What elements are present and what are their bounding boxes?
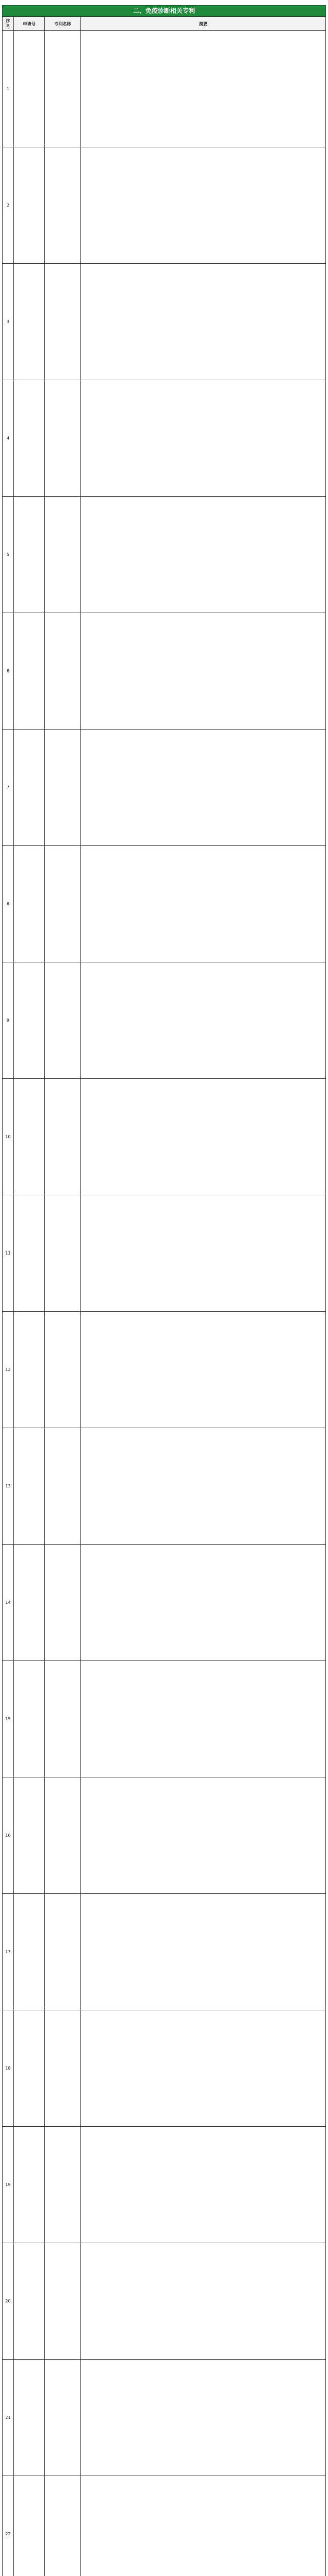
patent-name: [45, 2476, 81, 2576]
table-row: [3, 380, 326, 497]
patent-name: [45, 1545, 81, 1661]
application-number: [14, 1545, 45, 1661]
patent-abstract: [81, 730, 326, 846]
application-number: [14, 962, 45, 1079]
table-row: [3, 2243, 326, 2360]
patent-abstract: [81, 2127, 326, 2243]
table-row: [3, 31, 326, 147]
table-row: [3, 1894, 326, 2010]
row-number: 18: [3, 2010, 14, 2127]
patent-name: [45, 1777, 81, 1894]
patent-abstract: [81, 147, 326, 264]
row-number: 9: [3, 962, 14, 1079]
application-number: [14, 1777, 45, 1894]
row-number: 8: [3, 846, 14, 962]
row-number: 6: [3, 613, 14, 730]
header-abstract: 摘要: [81, 17, 326, 31]
patent-abstract: [81, 1661, 326, 1777]
patent-table: [2, 16, 326, 2576]
patent-name: [45, 962, 81, 1079]
row-number: 3: [3, 264, 14, 380]
application-number: [14, 846, 45, 962]
application-number: [14, 1195, 45, 1312]
application-number: [14, 2243, 45, 2360]
application-number: [14, 2127, 45, 2243]
patent-abstract: [81, 613, 326, 730]
patent-name: [45, 1312, 81, 1428]
patent-abstract: [81, 497, 326, 613]
application-number: [14, 497, 45, 613]
patent-name: [45, 1428, 81, 1545]
patent-name: [45, 846, 81, 962]
patent-name: [45, 1195, 81, 1312]
patent-name: [45, 1079, 81, 1195]
header-no: 序号: [3, 17, 14, 31]
application-number: [14, 730, 45, 846]
application-number: [14, 1312, 45, 1428]
row-number: 2: [3, 147, 14, 264]
application-number: [14, 1079, 45, 1195]
patent-name: [45, 147, 81, 264]
table-row: [3, 2360, 326, 2476]
table-row: [3, 1079, 326, 1195]
patent-name: [45, 2243, 81, 2360]
row-number: 17: [3, 1894, 14, 2010]
table-body: [3, 31, 326, 2576]
patent-abstract: [81, 380, 326, 497]
patent-abstract: [81, 264, 326, 380]
row-number: 16: [3, 1777, 14, 1894]
table-row: [3, 147, 326, 264]
row-number: 13: [3, 1428, 14, 1545]
table-row: [3, 2010, 326, 2127]
patent-name: [45, 730, 81, 846]
table-row: [3, 846, 326, 962]
row-number: 7: [3, 730, 14, 846]
patent-name: [45, 1894, 81, 2010]
patent-name: [45, 2127, 81, 2243]
table-row: [3, 962, 326, 1079]
application-number: [14, 1428, 45, 1545]
application-number: [14, 2360, 45, 2476]
row-number: 4: [3, 380, 14, 497]
patent-name: [45, 613, 81, 730]
table-row: [3, 1312, 326, 1428]
row-number: 20: [3, 2243, 14, 2360]
patent-abstract: [81, 2243, 326, 2360]
application-number: [14, 1894, 45, 2010]
row-number: 11: [3, 1195, 14, 1312]
application-number: [14, 2010, 45, 2127]
row-number: 21: [3, 2360, 14, 2476]
patent-abstract: [81, 1195, 326, 1312]
table-row: [3, 2476, 326, 2576]
patent-name: [45, 31, 81, 147]
header-patent-name: 专利名称: [45, 17, 81, 31]
table-row: [3, 497, 326, 613]
application-number: [14, 380, 45, 497]
patent-name: [45, 1661, 81, 1777]
table-row: [3, 1195, 326, 1312]
patent-abstract: [81, 846, 326, 962]
patent-abstract: [81, 1894, 326, 2010]
table-row: [3, 1428, 326, 1545]
row-number: 5: [3, 497, 14, 613]
table-row: [3, 730, 326, 846]
table-row: [3, 2127, 326, 2243]
row-number: 14: [3, 1545, 14, 1661]
row-number: 12: [3, 1312, 14, 1428]
application-number: [14, 147, 45, 264]
table-row: [3, 1661, 326, 1777]
row-number: 10: [3, 1079, 14, 1195]
patent-abstract: [81, 2476, 326, 2576]
row-number: 15: [3, 1661, 14, 1777]
section-title: 二、免疫诊断相关专利: [2, 5, 326, 16]
row-number: 19: [3, 2127, 14, 2243]
table-row: [3, 1777, 326, 1894]
application-number: [14, 31, 45, 147]
table-row: [3, 264, 326, 380]
patent-abstract: [81, 1428, 326, 1545]
patent-abstract: [81, 962, 326, 1079]
patent-name: [45, 264, 81, 380]
patent-abstract: [81, 1312, 326, 1428]
patent-name: [45, 2360, 81, 2476]
row-number: 1: [3, 31, 14, 147]
application-number: [14, 2476, 45, 2576]
patent-abstract: [81, 31, 326, 147]
patent-abstract: [81, 1079, 326, 1195]
application-number: [14, 264, 45, 380]
patent-abstract: [81, 1545, 326, 1661]
application-number: [14, 613, 45, 730]
patent-abstract: [81, 2010, 326, 2127]
patent-name: [45, 2010, 81, 2127]
header-application-number: 申请号: [14, 17, 45, 31]
table-row: [3, 1545, 326, 1661]
table-row: [3, 613, 326, 730]
row-number: 22: [3, 2476, 14, 2576]
patent-name: [45, 497, 81, 613]
patent-abstract: [81, 1777, 326, 1894]
patent-abstract: [81, 2360, 326, 2476]
application-number: [14, 1661, 45, 1777]
table-header-row: [3, 17, 326, 31]
patent-name: [45, 380, 81, 497]
